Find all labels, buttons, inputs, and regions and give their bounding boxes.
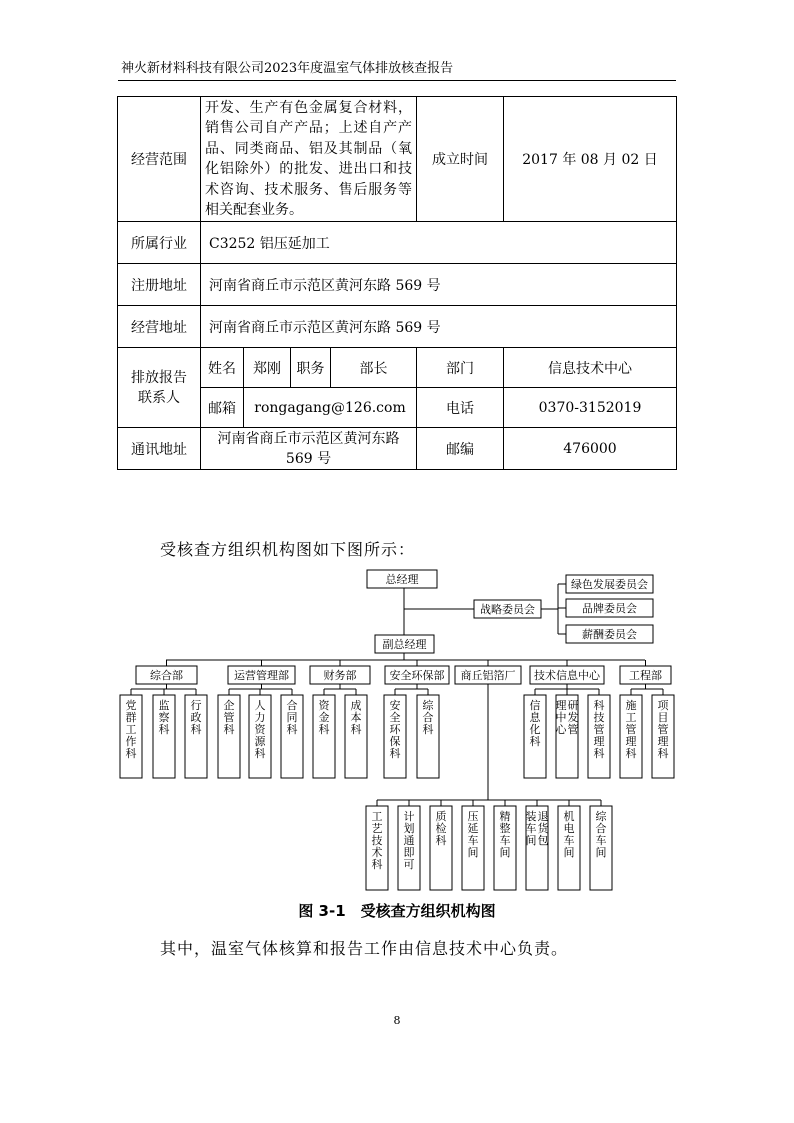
unit-box	[120, 695, 142, 778]
unit-box	[588, 695, 610, 778]
org-chart	[0, 560, 794, 900]
unit-box	[524, 695, 546, 778]
factory-unit-box-label: 机电车间	[563, 810, 575, 859]
deputy-manager-box	[375, 635, 434, 653]
email-value: rongagang@126.com	[244, 388, 417, 428]
unit-box	[417, 695, 439, 778]
factory-unit-box-label: 工艺技术科	[371, 810, 383, 871]
unit-box-label: 企管科	[223, 699, 235, 736]
unit-box	[249, 695, 271, 778]
unit-box-label: 资金科	[318, 699, 330, 736]
factory-unit-box-label: 质检科	[435, 810, 447, 847]
unit-box-label: 项目管理科	[657, 699, 669, 760]
dept-label: 部门	[417, 348, 504, 388]
department-box-label: 工程部	[629, 669, 662, 682]
mail-address-value: 河南省商丘市示范区黄河东路 569 号	[201, 428, 417, 470]
department-box-label: 商丘铝箔厂	[460, 669, 516, 682]
unit-box-label: 党群工作科	[125, 699, 137, 760]
department-box	[136, 666, 197, 684]
org-intro-text: 受核查方组织机构图如下图所示：	[160, 540, 416, 559]
unit-box	[345, 695, 367, 778]
unit-box-label: 成本科	[350, 699, 362, 736]
scope-label: 经营范围	[118, 97, 201, 222]
factory-unit-box-label: 计划通即可	[403, 810, 415, 871]
general-manager-box-label: 总经理	[385, 573, 419, 586]
committee-box	[566, 575, 653, 593]
unit-box-label: 人力资源科	[254, 699, 266, 760]
unit-box-label: 行政科	[190, 699, 202, 736]
deputy-manager-box-label: 副总经理	[382, 638, 427, 651]
org-chart-boxes	[120, 570, 674, 890]
unit-box-label: 监察科	[158, 699, 170, 736]
department-box-label: 技术信息中心	[534, 669, 600, 682]
header-title: 神火新材料科技有限公司2023年度温室气体排放核查报告	[121, 61, 454, 76]
committee-box-label: 品牌委员会	[582, 602, 637, 615]
general-manager-box	[367, 570, 437, 588]
mail-address-label: 通讯地址	[118, 428, 201, 470]
factory-unit-box	[430, 806, 452, 890]
industry-value: C3252 铝压延加工	[201, 222, 677, 264]
factory-unit-box	[494, 806, 516, 890]
unit-box	[556, 695, 579, 778]
department-box-label: 财务部	[323, 669, 357, 682]
established-label: 成立时间	[417, 97, 504, 222]
factory-unit-box-label: 压延车间	[467, 810, 479, 859]
committee-box-label: 薪酬委员会	[582, 628, 637, 641]
postcode-label: 邮编	[417, 428, 504, 470]
factory-unit-box	[366, 806, 388, 890]
factory-unit-box	[462, 806, 484, 890]
strategy-committee-box-label: 战略委员会	[480, 603, 535, 616]
department-box	[385, 666, 449, 684]
phone-value: 0370-3152019	[504, 388, 677, 428]
unit-box-label: 安全环保科	[389, 699, 401, 760]
position-value: 部长	[331, 348, 417, 388]
dept-value: 信息技术中心	[504, 348, 677, 388]
department-box	[530, 666, 604, 684]
department-box-label: 运营管理部	[234, 669, 289, 682]
name-value: 郑刚	[244, 348, 291, 388]
figure-caption: 图 3-1 受核查方组织机构图	[298, 902, 496, 920]
factory-unit-box-label: 精整车间	[499, 810, 511, 859]
factory-unit-box-label: 综合车间	[595, 810, 607, 859]
unit-box	[652, 695, 674, 778]
department-box	[620, 666, 671, 684]
name-label: 姓名	[201, 348, 244, 388]
factory-unit-box	[526, 806, 550, 890]
unit-box	[281, 695, 303, 778]
scope-value: 开发、生产有色金属复合材料，销售公司自产产品；上述自产产品、同类商品、铝及其制品（氧化铝除外）的批发、进出口和技术咨询、技术服务、售后服务等相关配套业务。	[201, 97, 417, 222]
unit-box	[218, 695, 240, 778]
company-info-table	[117, 96, 677, 470]
reg-address-label: 注册地址	[118, 264, 201, 306]
established-value: 2017 年 08 月 02 日	[504, 97, 677, 222]
department-box-label: 综合部	[150, 669, 183, 682]
unit-box	[153, 695, 175, 778]
unit-box-label: 科技管理科	[593, 699, 605, 760]
unit-box	[313, 695, 335, 778]
unit-box	[384, 695, 406, 778]
factory-unit-box-label: 退货包装车间	[525, 810, 549, 847]
committee-box	[566, 625, 653, 643]
contact-label: 排放报告联系人	[118, 348, 201, 428]
factory-unit-box	[558, 806, 580, 890]
unit-box	[185, 695, 207, 778]
unit-box-label: 综合科	[422, 699, 434, 736]
factory-unit-box	[398, 806, 420, 890]
unit-box-label: 合同科	[286, 699, 298, 736]
responsibility-paragraph: 其中，温室气体核算和报告工作由信息技术中心负责。	[160, 939, 569, 958]
op-address-value: 河南省商丘市示范区黄河东路 569 号	[201, 306, 677, 348]
industry-label: 所属行业	[118, 222, 201, 264]
page-header	[118, 52, 676, 81]
position-label: 职务	[291, 348, 331, 388]
unit-box-label: 信息化科	[529, 699, 541, 748]
department-box	[455, 666, 521, 684]
committee-box-label: 绿色发展委员会	[571, 578, 648, 591]
page-number: 8	[393, 1014, 401, 1027]
unit-box-label: 研发管理中心	[555, 699, 579, 736]
op-address-label: 经营地址	[118, 306, 201, 348]
reg-address-value: 河南省商丘市示范区黄河东路 569 号	[201, 264, 677, 306]
unit-box-label: 施工管理科	[625, 699, 637, 760]
factory-unit-box	[590, 806, 612, 890]
email-label: 邮箱	[201, 388, 244, 428]
department-box-label: 安全环保部	[389, 669, 445, 682]
unit-box	[620, 695, 642, 778]
department-box	[228, 666, 295, 684]
postcode-value: 476000	[504, 428, 677, 470]
committee-box	[566, 599, 653, 617]
phone-label: 电话	[417, 388, 504, 428]
strategy-committee-box	[474, 600, 541, 618]
department-box	[310, 666, 370, 684]
